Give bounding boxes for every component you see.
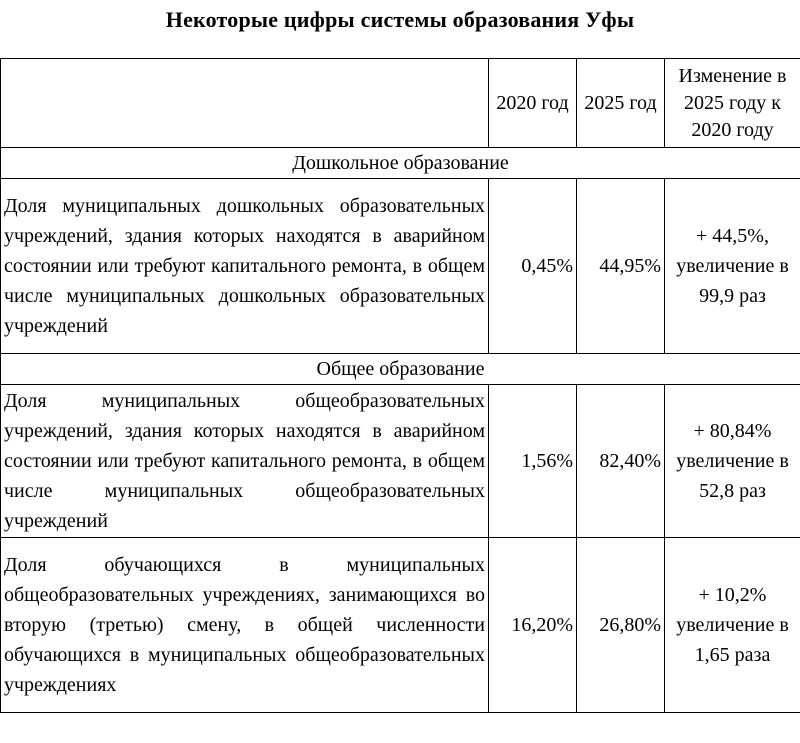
header-2020: 2020 год xyxy=(489,59,577,148)
section-title: Общее образование xyxy=(1,354,800,385)
row-change-ratio: увеличение в 52,8 раз xyxy=(676,450,789,502)
row-change xyxy=(665,179,800,354)
row-value-2020: 1,56% xyxy=(489,385,577,538)
row-value-2025: 82,40% xyxy=(577,385,665,538)
row-value-2025: 26,80% xyxy=(577,538,665,713)
row-description: Доля муниципальных общеобразовательных учреждений, здания которых находятся в аварийном состоянии или требуют капитального ремонта, в общем числе муниципальных общеобразовательных учреждений xyxy=(1,385,489,538)
row-change xyxy=(665,538,800,713)
table-row xyxy=(1,385,800,538)
row-change-delta: + 44,5%, xyxy=(696,225,769,247)
row-description: Доля муниципальных дошкольных образовательных учреждений, здания которых находятся в аварийном состоянии или требуют капитального ремонта, в общем числе муниципальных дошкольных образовательных учреждений xyxy=(1,179,489,354)
header-change: Изменение в 2025 году к 2020 году xyxy=(665,59,800,148)
education-stats-table xyxy=(0,58,800,713)
section-row-preschool xyxy=(1,148,800,179)
row-description: Доля обучающихся в муниципальных общеобразовательных учреждениях, занимающихся во вторую (третью) смену, в общей численности обучающихся в муниципальных общеобразовательных учреждениях xyxy=(1,538,489,713)
row-change xyxy=(665,385,800,538)
row-value-2020: 16,20% xyxy=(489,538,577,713)
section-title: Дошкольное образование xyxy=(1,148,800,179)
table-header-row xyxy=(1,59,800,148)
header-2025: 2025 год xyxy=(577,59,665,148)
row-change-delta: + 80,84% xyxy=(693,420,772,442)
row-change-ratio: увеличение в 1,65 раза xyxy=(676,614,789,666)
table-row xyxy=(1,179,800,354)
row-value-2020: 0,45% xyxy=(489,179,577,354)
page-title: Некоторые цифры системы образования Уфы xyxy=(165,7,635,32)
table-row xyxy=(1,538,800,713)
row-change-delta: + 10,2% xyxy=(698,584,767,606)
row-value-2025: 44,95% xyxy=(577,179,665,354)
header-description-cell xyxy=(1,59,489,148)
row-change-ratio: увеличение в 99,9 раз xyxy=(676,255,789,307)
section-row-general xyxy=(1,354,800,385)
